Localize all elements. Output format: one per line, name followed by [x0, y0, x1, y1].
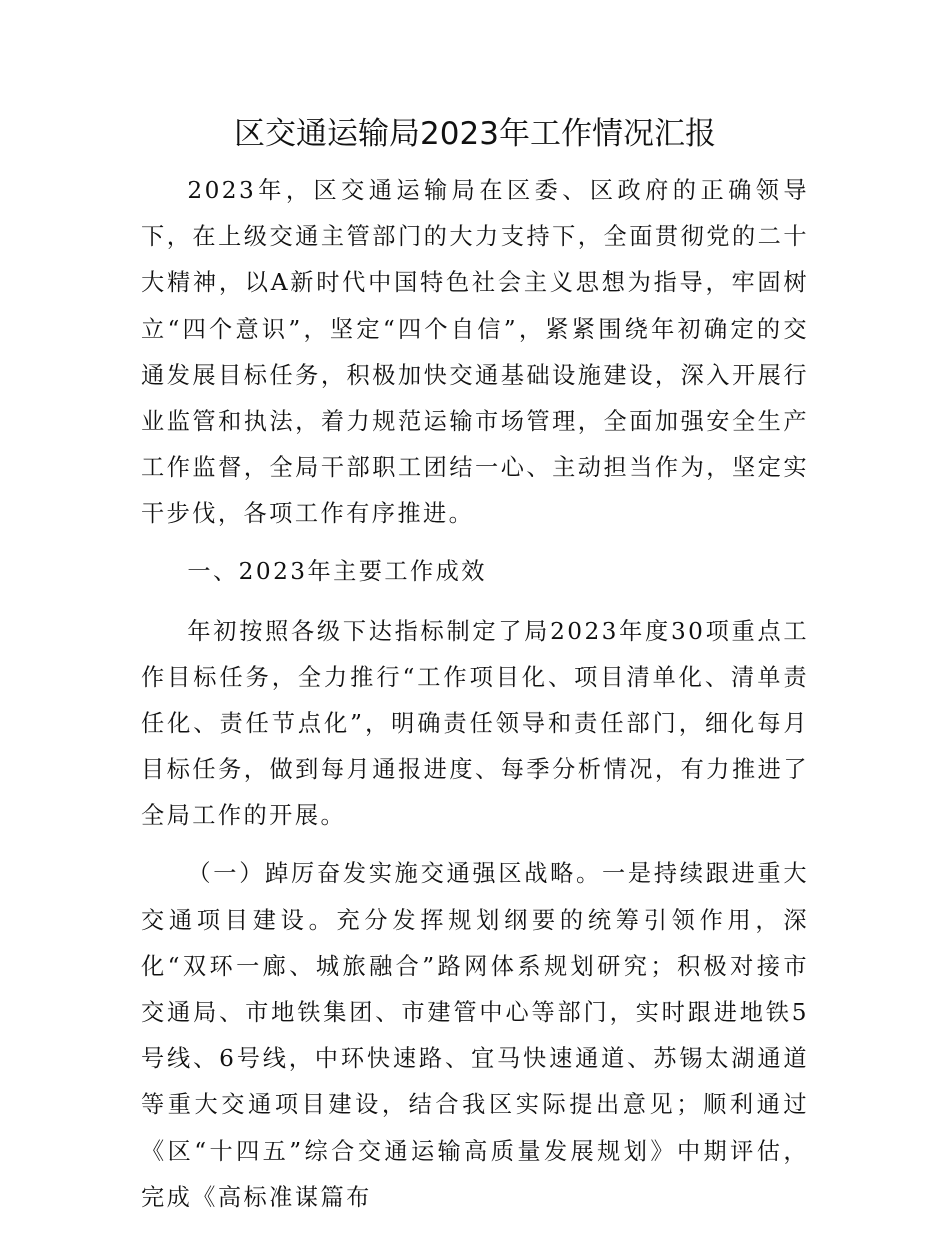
document-body	[141, 168, 809, 1233]
document-title: 区交通运输局2023年工作情况汇报	[234, 116, 716, 152]
paragraph-subsection-1: （一）踔厉奋发实施交通强区战略。一是持续跟进重大交通项目建设。充分发挥规划纲要的统筹引领作用，深化“双环一廊、城旅融合”路网体系规划研究；积极对接市交通局、市地铁集团、市建管中心等部门，实时跟进地铁5号线、6号线，中环快速路、宜马快速通道、苏锡太湖通道等重大交通项目建设，结合我区实际提出意见；顺利通过《区“十四五”综合交通运输高质量发展规划》中期评估，完成《高标准谋篇布	[141, 860, 809, 1211]
paragraph-intro: 2023年，区交通运输局在区委、区政府的正确领导下，在上级交通主管部门的大力支持下，全面贯彻党的二十大精神，以A新时代中国特色社会主义思想为指导，牢固树立“四个意识”，坚定“四个自信”，紧紧围绕年初确定的交通发展目标任务，积极加快交通基础设施建设，深入开展行业监管和执法，着力规范运输市场管理，全面加强安全生产工作监督，全局干部职工团结一心、主动担当作为，坚定实干步伐，各项工作有序推进。	[141, 177, 809, 528]
section-heading-achievements: 一、2023年主要工作成效	[187, 558, 487, 586]
paragraph-targets: 年初按照各级下达指标制定了局2023年度30项重点工作目标任务，全力推行“工作项目化、项目清单化、清单责任化、责任节点化”，明确责任领导和责任部门，细化每月目标任务，做到每月通报进度、每季分析情况，有力推进了全局工作的开展。	[141, 617, 809, 830]
